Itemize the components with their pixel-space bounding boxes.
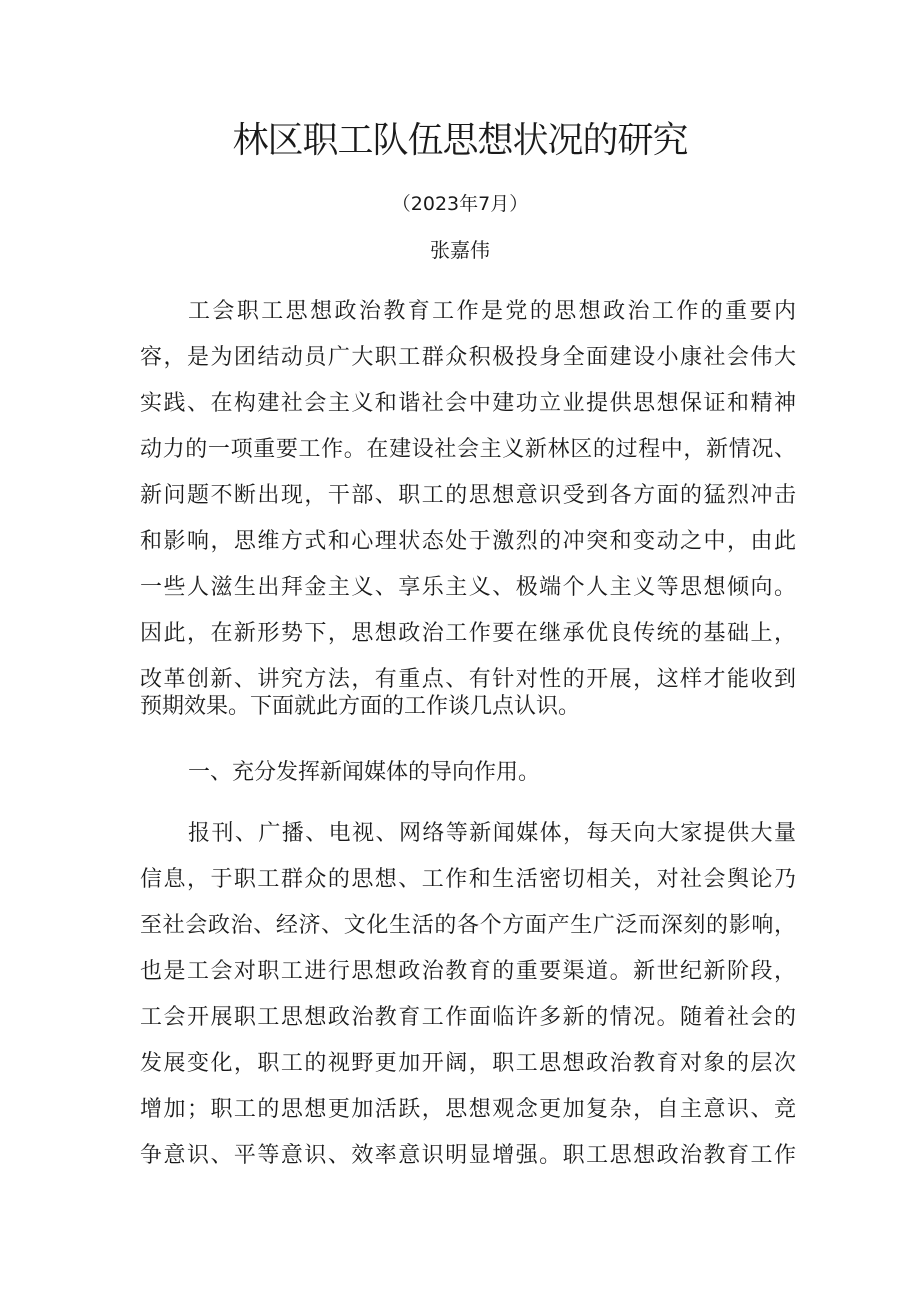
paragraph-1-line-10: 预期效果。下面就此方面的工作谈几点认识。 — [140, 694, 581, 719]
paragraph-1-line-8: 因此，在新形势下，思想政治工作要在继承优良传统的基础上， — [140, 621, 796, 646]
paragraph-1-line-2: 容，是为团结动员广大职工群众积极投身全面建设小康社会伟大 — [140, 345, 796, 370]
paragraph-1-line-3: 实践、在构建社会主义和谐社会中建功立业提供思想保证和精神 — [140, 391, 796, 416]
paragraph-2-line-2: 信息，于职工群众的思想、工作和生活密切相关，对社会舆论乃 — [140, 867, 796, 892]
paragraph-2-line-6: 发展变化，职工的视野更加开阔，职工思想政治教育对象的层次 — [140, 1051, 796, 1076]
document-author: 张嘉伟 — [430, 238, 490, 262]
paragraph-2-line-1: 报刊、广播、电视、网络等新闻媒体，每天向大家提供大量 — [188, 821, 796, 846]
document-title: 林区职工队伍思想状况的研究 — [232, 120, 688, 161]
paragraph-2-line-5: 工会开展职工思想政治教育工作面临许多新的情况。随着社会的 — [140, 1005, 796, 1030]
paragraph-2-line-4: 也是工会对职工进行思想政治教育的重要渠道。新世纪新阶段， — [140, 959, 796, 984]
paragraph-1-line-6: 和影响，思维方式和心理状态处于激烈的冲突和变动之中，由此 — [140, 529, 796, 554]
paragraph-2-line-7: 增加；职工的思想更加活跃，思想观念更加复杂，自主意识、竞 — [140, 1097, 796, 1122]
document-date: （2023年7月） — [391, 193, 529, 215]
paragraph-1-line-5: 新问题不断出现，干部、职工的思想意识受到各方面的猛烈冲击 — [140, 483, 796, 508]
section-1-heading: 一、充分发挥新闻媒体的导向作用。 — [188, 760, 541, 785]
paragraph-1-line-9: 改革创新、讲究方法，有重点、有针对性的开展，这样才能收到 — [140, 667, 796, 692]
paragraph-2-line-3: 至社会政治、经济、文化生活的各个方面产生广泛而深刻的影响， — [140, 913, 796, 938]
paragraph-1-line-7: 一些人滋生出拜金主义、享乐主义、极端个人主义等思想倾向。 — [140, 575, 796, 600]
paragraph-1-line-1: 工会职工思想政治教育工作是党的思想政治工作的重要内 — [188, 299, 796, 324]
paragraph-2-line-8: 争意识、平等意识、效率意识明显增强。职工思想政治教育工作 — [140, 1143, 796, 1168]
paragraph-1-line-4: 动力的一项重要工作。在建设社会主义新林区的过程中，新情况、 — [140, 437, 796, 462]
